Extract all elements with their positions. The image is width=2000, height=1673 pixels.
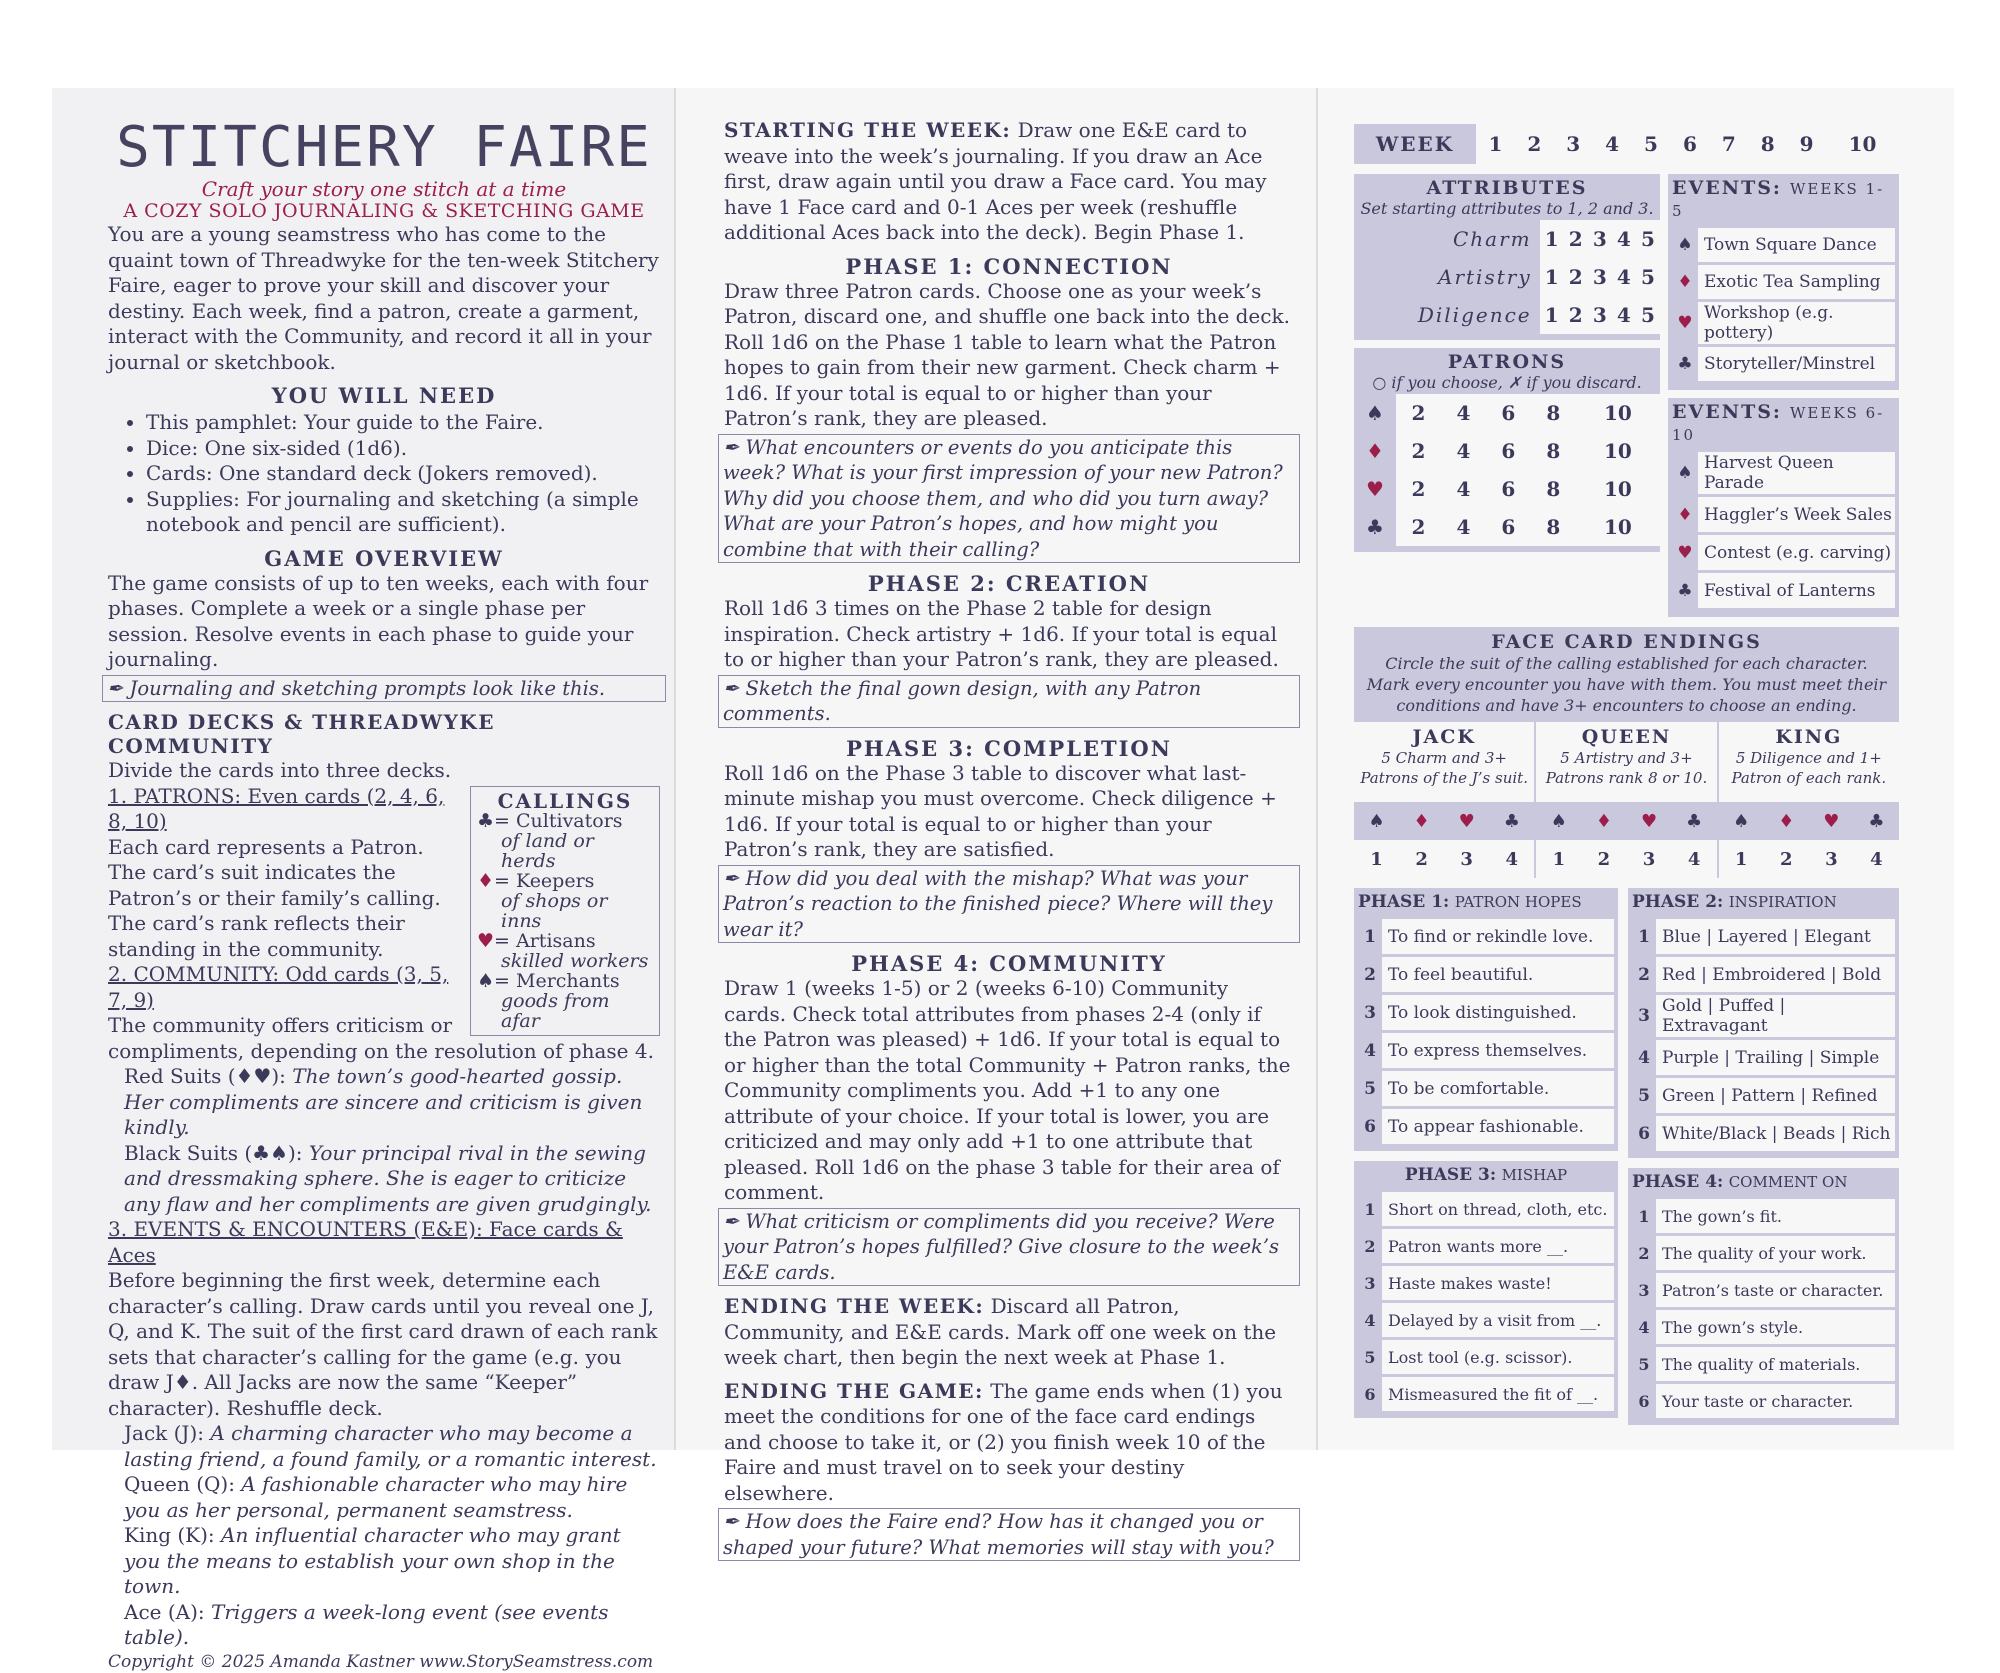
table-row: Lost tool (e.g. scissor). <box>1382 1340 1614 1374</box>
start-week-text: STARTING THE WEEK: Draw one E&E card to weave into the week’s journaling. If you draw an Ace first, draw again until you draw a Face card. You may have 1 Face card and 0-1 Aces per week (reshuffle additional Aces back into the deck). Begin Phase 1. <box>724 118 1267 244</box>
calling-desc: goods from afar <box>501 989 610 1032</box>
club-icon[interactable]: ♣ <box>1503 810 1520 832</box>
roll-number: 5 <box>1364 1347 1376 1367</box>
roll-number: 6 <box>1638 1123 1650 1144</box>
callings-heading: CALLINGS <box>497 788 633 813</box>
patron-box[interactable]: 2 <box>1396 508 1441 546</box>
phase3-heading: PHASE 3: COMPLETION <box>846 735 1172 761</box>
patron-box[interactable]: 8 <box>1531 432 1576 470</box>
attribute-diligence: Diligence <box>1417 303 1532 327</box>
heart-icon: ♥ <box>1677 313 1693 333</box>
diamond-icon: ♦ <box>1677 504 1693 525</box>
patron-box[interactable]: 4 <box>1441 394 1486 432</box>
phase3-prompt: ✒ How did you deal with the mishap? What was your Patron’s reaction to the finished piece? Where will they wear it? <box>718 865 1300 944</box>
week-box[interactable]: 3 <box>1554 124 1593 164</box>
event-item: Workshop (e.g. pottery) <box>1698 302 1895 344</box>
table-heading: PHASE 2: <box>1632 892 1724 912</box>
calling-item: ♠= Merchants <box>477 969 620 992</box>
need-item: • Cards: One standard deck (Jokers removed). <box>146 461 660 487</box>
events-heading: EVENTS: <box>1672 177 1782 199</box>
roll-number: 6 <box>1364 1384 1376 1404</box>
event-item: Storyteller/Minstrel <box>1698 347 1895 381</box>
phase1-text: Draw three Patron cards. Choose one as your week’s Patron, discard one, and shuffle one back into the deck. Roll 1d6 on the Phase 1 table to learn what the Patron hopes to gain from their new garment. Check charm + 1d6. If your total is equal to or higher than your Patron’s rank, they are pleased. <box>724 278 1290 430</box>
club-icon: ♣ <box>1677 580 1693 601</box>
heart-icon: ♥ <box>1677 542 1693 563</box>
table-heading: PHASE 1: <box>1358 892 1450 912</box>
heart-icon[interactable]: ♥ <box>1640 810 1658 832</box>
community-deck-text: The community offers criticism or compliments, depending on the resolution of phase 4. <box>108 1013 654 1063</box>
events-weeks-1-5 <box>1668 174 1899 390</box>
ending-jack <box>1354 722 1534 878</box>
attribute-box[interactable]: 1 <box>1540 220 1564 258</box>
need-item: • Supplies: For journaling and sketching (a simple notebook and pencil are sufficient). <box>146 487 660 538</box>
patron-box[interactable]: 6 <box>1486 394 1531 432</box>
end-week-text: ENDING THE WEEK: Discard all Patron, Community, and E&E cards. Mark off one week on the week chart, then begin the next week at Phase 1. <box>724 1294 1277 1369</box>
table-row: Blue | Layered | Elegant <box>1656 919 1895 954</box>
encounter-box[interactable]: 1 <box>1734 848 1748 870</box>
attribute-box[interactable]: 4 <box>1612 220 1636 258</box>
table-row: Green | Pattern | Refined <box>1656 1078 1895 1113</box>
table-label: INSPIRATION <box>1728 893 1837 911</box>
encounter-box[interactable]: 3 <box>1825 848 1838 870</box>
encounter-box[interactable]: 2 <box>1597 848 1611 870</box>
roll-number: 2 <box>1638 964 1650 985</box>
events-deck-text: Before beginning the first week, determine each character’s calling. Draw cards until you reveal one J, Q, and K. The suit of the first card drawn of each rank sets that character’s calling for the game (e.g. you draw J♦. All Jacks are now the same “Keeper” character). Reshuffle deck. <box>108 1268 658 1420</box>
decks-heading: CARD DECKS & THREADWYKE COMMUNITY <box>108 710 496 758</box>
table-row: Your taste or character. <box>1656 1384 1895 1418</box>
patron-box[interactable]: 6 <box>1486 508 1531 546</box>
encounter-box[interactable]: 2 <box>1415 848 1428 870</box>
roll-number: 1 <box>1638 926 1650 947</box>
overview-text: The game consists of up to ten weeks, each with four phases. Complete a week or a single phase per session. Resolve events in each phase to guide your journaling. <box>108 570 649 671</box>
attribute-box[interactable]: 4 <box>1612 296 1636 334</box>
attribute-box[interactable]: 1 <box>1540 296 1564 334</box>
encounter-box[interactable]: 3 <box>1460 848 1473 870</box>
attributes-note: Set starting attributes to 1, 2 and 3. <box>1360 199 1654 218</box>
patron-box[interactable]: 8 <box>1531 470 1576 508</box>
event-item: Harvest Queen Parade <box>1698 452 1895 494</box>
week-tracker <box>1354 124 1899 164</box>
game-title: STITCHERY FAIRE <box>116 115 652 180</box>
decks-intro: Divide the cards into three decks. <box>108 758 452 782</box>
patrons-deck-text: Each card represents a Patron. The card’s suit indicates the Patron’s or their family’s calling. The card’s rank reflects their standing in the community. <box>108 834 441 961</box>
roll-number: 4 <box>1638 1047 1650 1068</box>
black-suits-text: Black Suits (♣♠): Your principal rival in the sewing and dressmaking sphere. She is eager to criticize any flaw and her compliments are given grudgingly. <box>124 1140 652 1216</box>
patrons-note: ○ if you choose, ✗ if you discard. <box>1372 373 1642 392</box>
ending-queen <box>1536 722 1716 878</box>
phase4-prompt: ✒ What criticism or compliments did you receive? Were your Patron’s hopes fulfilled? Give closure to the week’s E&E cards. <box>718 1208 1300 1287</box>
roll-number: 6 <box>1364 1116 1376 1137</box>
table-row: Red | Embroidered | Bold <box>1656 957 1895 992</box>
table-row: To appear fashionable. <box>1382 1109 1614 1144</box>
endings-note: Circle the suit of the calling established for each character. Mark every encounter you have with them. You must meet their conditions and have 3+ encounters to choose an ending. <box>1366 654 1887 715</box>
phase1-heading: PHASE 1: CONNECTION <box>845 253 1173 279</box>
intro-text: You are a young seamstress who has come to the quaint town of Threadwyke for the ten-week Stitchery Faire, eager to prove your skill and discover your destiny. Each week, find a patron, create a garment, interact with the Community, and record it all in your journal or sketchbook. <box>108 222 659 374</box>
attribute-box[interactable]: 3 <box>1588 258 1612 296</box>
week-box[interactable]: 8 <box>1748 124 1787 164</box>
need-item: • Dice: One six-sided (1d6). <box>146 436 660 462</box>
patrons-heading: PATRONS <box>1447 351 1567 373</box>
table-row: Patron’s taste or character. <box>1656 1273 1895 1307</box>
roll-number: 3 <box>1364 1002 1376 1023</box>
table-row: To feel beautiful. <box>1382 957 1614 992</box>
roll-number: 5 <box>1638 1085 1650 1106</box>
attribute-box[interactable]: 2 <box>1564 258 1588 296</box>
spade-icon[interactable]: ♠ <box>1550 810 1567 832</box>
spade-icon[interactable]: ♠ <box>1733 810 1750 832</box>
patron-box[interactable]: 4 <box>1441 470 1486 508</box>
roll-number: 3 <box>1638 1280 1650 1300</box>
events-range: WEEKS 1-5 <box>1672 180 1885 220</box>
community-deck-heading: 2. COMMUNITY: Odd cards (3, 5, 7, 9) <box>108 962 449 1012</box>
encounter-box[interactable]: 4 <box>1687 848 1701 870</box>
calling-item: ♦= Keepers <box>477 869 595 892</box>
encounter-box[interactable]: 2 <box>1780 848 1793 870</box>
patron-box[interactable]: 10 <box>1576 508 1660 546</box>
roll-number: 5 <box>1364 1078 1376 1099</box>
phase4-heading: PHASE 4: COMMUNITY <box>851 951 1167 976</box>
need-heading: YOU WILL NEED <box>271 383 497 408</box>
table-row: Short on thread, cloth, etc. <box>1382 1192 1614 1226</box>
subtitle: A COZY SOLO JOURNALING & SKETCHING GAME <box>123 200 645 222</box>
attribute-box[interactable]: 5 <box>1636 296 1660 334</box>
spade-icon: ♠ <box>477 969 495 992</box>
attribute-box[interactable]: 2 <box>1564 220 1588 258</box>
roll-number: 6 <box>1638 1391 1650 1411</box>
phase2-prompt: ✒ Sketch the final gown design, with any Patron comments. <box>718 675 1300 728</box>
club-icon: ♣ <box>477 809 495 832</box>
patron-box[interactable]: 8 <box>1531 394 1576 432</box>
attribute-box[interactable]: 4 <box>1612 258 1636 296</box>
patron-box[interactable]: 8 <box>1531 508 1576 546</box>
ending-name: KING <box>1775 726 1843 748</box>
roll-number: 4 <box>1638 1317 1650 1337</box>
table-row: Purple | Trailing | Simple <box>1656 1040 1895 1075</box>
attribute-box[interactable]: 2 <box>1564 296 1588 334</box>
patron-box[interactable]: 10 <box>1576 470 1660 508</box>
patron-box[interactable]: 2 <box>1396 394 1441 432</box>
red-suits-text: Red Suits (♦♥): The town’s good-hearted gossip. Her compliments are sincere and criticism is given kindly. <box>124 1064 643 1139</box>
rank-ace: Ace (A): Triggers a week-long event (see events table). <box>124 1599 609 1649</box>
spade-icon: ♠ <box>1366 401 1384 425</box>
panel-tables <box>1318 88 1954 1450</box>
encounter-box[interactable]: 4 <box>1505 848 1519 870</box>
table-row: The quality of materials. <box>1656 1347 1895 1381</box>
events-deck-heading: 3. EVENTS & ENCOUNTERS (E&E): Face cards & Aces <box>108 1217 623 1267</box>
patron-box[interactable]: 4 <box>1441 432 1486 470</box>
events-heading: EVENTS: <box>1672 401 1782 423</box>
roll-number: 2 <box>1364 964 1376 985</box>
patron-box[interactable]: 2 <box>1396 432 1441 470</box>
overview-prompt: ✒ Journaling and sketching prompts look like this. <box>102 675 666 703</box>
ending-condition: 5 Charm and 3+ Patrons of the J’s suit. <box>1360 749 1528 787</box>
encounter-box[interactable]: 1 <box>1552 848 1566 870</box>
face-card-endings <box>1354 627 1899 878</box>
patron-box[interactable]: 10 <box>1576 394 1660 432</box>
phase2-text: Roll 1d6 3 times on the Phase 2 table for design inspiration. Check artistry + 1d6. If your total is equal to or higher than your Patron’s rank, they are pleased. <box>724 596 1279 671</box>
phase3-table <box>1354 1161 1618 1418</box>
roll-number: 3 <box>1638 1006 1650 1026</box>
event-item: Haggler’s Week Sales <box>1698 497 1895 532</box>
week-label: WEEK <box>1354 124 1476 164</box>
ending-name: JACK <box>1412 726 1476 748</box>
need-item: • This pamphlet: Your guide to the Faire. <box>146 410 660 436</box>
event-item: Exotic Tea Sampling <box>1698 265 1895 299</box>
patron-box[interactable]: 2 <box>1396 470 1441 508</box>
week-box[interactable]: 10 <box>1826 124 1899 164</box>
ending-king <box>1719 722 1899 878</box>
panel-rules <box>676 88 1316 1559</box>
table-row: The gown’s style. <box>1656 1310 1895 1344</box>
table-row: To find or rekindle love. <box>1382 919 1614 954</box>
attribute-box[interactable]: 3 <box>1588 220 1612 258</box>
table-row: The gown’s fit. <box>1656 1199 1895 1233</box>
diamond-icon: ♦ <box>1366 439 1384 463</box>
events-range: WEEKS 6-10 <box>1672 404 1885 444</box>
phase4-text: Draw 1 (weeks 1-5) or 2 (weeks 6-10) Community cards. Check total attributes from phases 2-4 (only if the Patron was pleased) + 1d6. If your total is equal to or higher than the total Community + Patron ranks, the Community compliments you. Add +1 to any one attribute of your choice. If your total is lower, you are criticized and may only add +1 to one attribute that pleased. Roll 1d6 on the phase 3 table for their area of comment. <box>724 976 1291 1204</box>
events-weeks-6-10 <box>1668 398 1899 617</box>
roll-number: 2 <box>1364 1236 1376 1256</box>
patron-box[interactable]: 6 <box>1486 432 1531 470</box>
rank-queen: Queen (Q): A fashionable character who may hire you as her personal, permanent seamstress. <box>124 1472 628 1522</box>
roll-number: 1 <box>1364 926 1376 947</box>
panel-intro <box>52 88 674 1672</box>
phase2-heading: PHASE 2: CREATION <box>867 571 1151 596</box>
week-box[interactable]: 7 <box>1709 124 1748 164</box>
club-icon: ♣ <box>1677 354 1693 374</box>
table-heading: PHASE 3: <box>1404 1165 1497 1185</box>
diamond-icon: ♦ <box>477 869 495 892</box>
week-box[interactable]: 9 <box>1787 124 1826 164</box>
club-icon: ♣ <box>1366 515 1384 539</box>
end-game-text: ENDING THE GAME: The game ends when (1) you meet the conditions for one of the face card endings and choose to take it, or (2) you finish week 10 of the Faire and must travel on to seek your destiny elsewhere. <box>724 1378 1283 1505</box>
roll-number: 1 <box>1638 1206 1650 1226</box>
roll-number: 4 <box>1364 1040 1376 1061</box>
table-label: COMMENT ON <box>1728 1173 1848 1191</box>
phase1-prompt: ✒ What encounters or events do you anticipate this week? What is your first impression of your new Patron? Why did you choose them, and who did you turn away? What are your Patron’s hopes, and how might you combine that with their calling? <box>718 434 1300 564</box>
diamond-icon[interactable]: ♦ <box>1778 810 1795 832</box>
phase3-text: Roll 1d6 on the Phase 3 table to discover what last-minute mishap you must overcome. Check diligence + 1d6. If your total is equal to or higher than your Patron’s rank, they are satisfied. <box>724 760 1277 861</box>
table-row: White/Black | Beads | Rich <box>1656 1116 1895 1151</box>
end-game-prompt: ✒ How does the Faire end? How has it changed you or shaped your future? What memories will stay with you? <box>718 1508 1300 1561</box>
attribute-box[interactable]: 5 <box>1636 258 1660 296</box>
patron-box[interactable]: 10 <box>1576 432 1660 470</box>
callings-box <box>470 786 660 1036</box>
diamond-icon[interactable]: ♦ <box>1413 810 1430 832</box>
attribute-box[interactable]: 1 <box>1540 258 1564 296</box>
roll-number: 5 <box>1638 1354 1650 1374</box>
week-box[interactable]: 1 <box>1476 124 1515 164</box>
table-heading: PHASE 4: <box>1632 1172 1724 1192</box>
week-box[interactable]: 6 <box>1670 124 1709 164</box>
event-item: Town Square Dance <box>1698 228 1895 262</box>
roll-number: 4 <box>1364 1310 1376 1330</box>
roll-number: 3 <box>1364 1273 1376 1293</box>
roll-number: 2 <box>1638 1243 1650 1263</box>
table-row: Gold | Puffed | Extravagant <box>1656 995 1895 1037</box>
week-box[interactable]: 2 <box>1515 124 1554 164</box>
club-icon[interactable]: ♣ <box>1868 810 1885 832</box>
heart-icon: ♥ <box>1366 477 1384 501</box>
calling-item: ♥= Artisans <box>477 929 596 952</box>
patrons-deck-heading: 1. PATRONS: Even cards (2, 4, 6, 8, 10) <box>108 783 445 833</box>
attribute-box[interactable]: 5 <box>1636 220 1660 258</box>
club-icon[interactable]: ♣ <box>1686 810 1703 832</box>
table-row: To express themselves. <box>1382 1033 1614 1068</box>
ending-condition: 5 Artistry and 3+ Patrons rank 8 or 10. <box>1545 749 1708 787</box>
week-box[interactable]: 4 <box>1593 124 1632 164</box>
phase4-table <box>1628 1168 1899 1425</box>
patrons-block <box>1354 348 1660 552</box>
need-list <box>108 410 660 538</box>
table-row: The quality of your work. <box>1656 1236 1895 1270</box>
attribute-artistry: Artistry <box>1438 265 1532 289</box>
calling-desc: of land or herds <box>501 829 594 872</box>
table-label: PATRON HOPES <box>1454 893 1582 911</box>
event-item: Festival of Lanterns <box>1698 573 1895 608</box>
ending-condition: 5 Diligence and 1+ Patron of each rank. <box>1731 749 1887 787</box>
table-row: To look distinguished. <box>1382 995 1614 1030</box>
heart-icon: ♥ <box>477 929 495 952</box>
encounter-box[interactable]: 4 <box>1870 848 1883 870</box>
attributes-block <box>1354 174 1660 340</box>
table-row: Haste makes waste! <box>1382 1266 1614 1300</box>
calling-desc: of shops or inns <box>501 889 608 932</box>
tagline: Craft your story one stitch at a time <box>201 177 567 201</box>
roll-number: 1 <box>1364 1199 1376 1219</box>
ending-name: QUEEN <box>1581 726 1672 748</box>
patron-box[interactable]: 4 <box>1441 508 1486 546</box>
calling-desc: skilled workers <box>501 949 649 972</box>
overview-heading: GAME OVERVIEW <box>264 545 504 571</box>
table-row: To be comfortable. <box>1382 1071 1614 1106</box>
calling-item: ♣= Cultivators <box>477 809 623 832</box>
table-row: Delayed by a visit from __. <box>1382 1303 1614 1337</box>
endings-heading: FACE CARD ENDINGS <box>1491 631 1762 653</box>
table-row: Mismeasured the fit of __. <box>1382 1377 1614 1411</box>
phase1-table <box>1354 888 1618 1151</box>
encounter-box[interactable]: 3 <box>1642 848 1656 870</box>
spade-icon: ♠ <box>1677 235 1693 255</box>
attribute-charm: Charm <box>1452 227 1532 251</box>
patron-box[interactable]: 6 <box>1486 470 1531 508</box>
copyright: Copyright © 2025 Amanda Kastner www.StorySeamstress.com <box>108 1651 654 1672</box>
encounter-box[interactable]: 1 <box>1370 848 1383 870</box>
phase2-table <box>1628 888 1899 1158</box>
table-row: Patron wants more __. <box>1382 1229 1614 1263</box>
diamond-icon[interactable]: ♦ <box>1595 810 1613 832</box>
spade-icon: ♠ <box>1677 463 1693 483</box>
rank-king: King (K): An influential character who may grant you the means to establish your own shop in the town. <box>124 1523 621 1598</box>
heart-icon[interactable]: ♥ <box>1823 810 1840 832</box>
attribute-box[interactable]: 3 <box>1588 296 1612 334</box>
table-label: MISHAP <box>1501 1166 1568 1184</box>
event-item: Contest (e.g. carving) <box>1698 535 1895 570</box>
heart-icon[interactable]: ♥ <box>1458 810 1475 832</box>
week-box[interactable]: 5 <box>1632 124 1671 164</box>
rank-jack: Jack (J): A charming character who may become a lasting friend, a found family, or a romantic interest. <box>124 1421 657 1471</box>
diamond-icon: ♦ <box>1677 272 1693 292</box>
spade-icon[interactable]: ♠ <box>1368 810 1385 832</box>
attributes-heading: ATTRIBUTES <box>1426 177 1588 199</box>
